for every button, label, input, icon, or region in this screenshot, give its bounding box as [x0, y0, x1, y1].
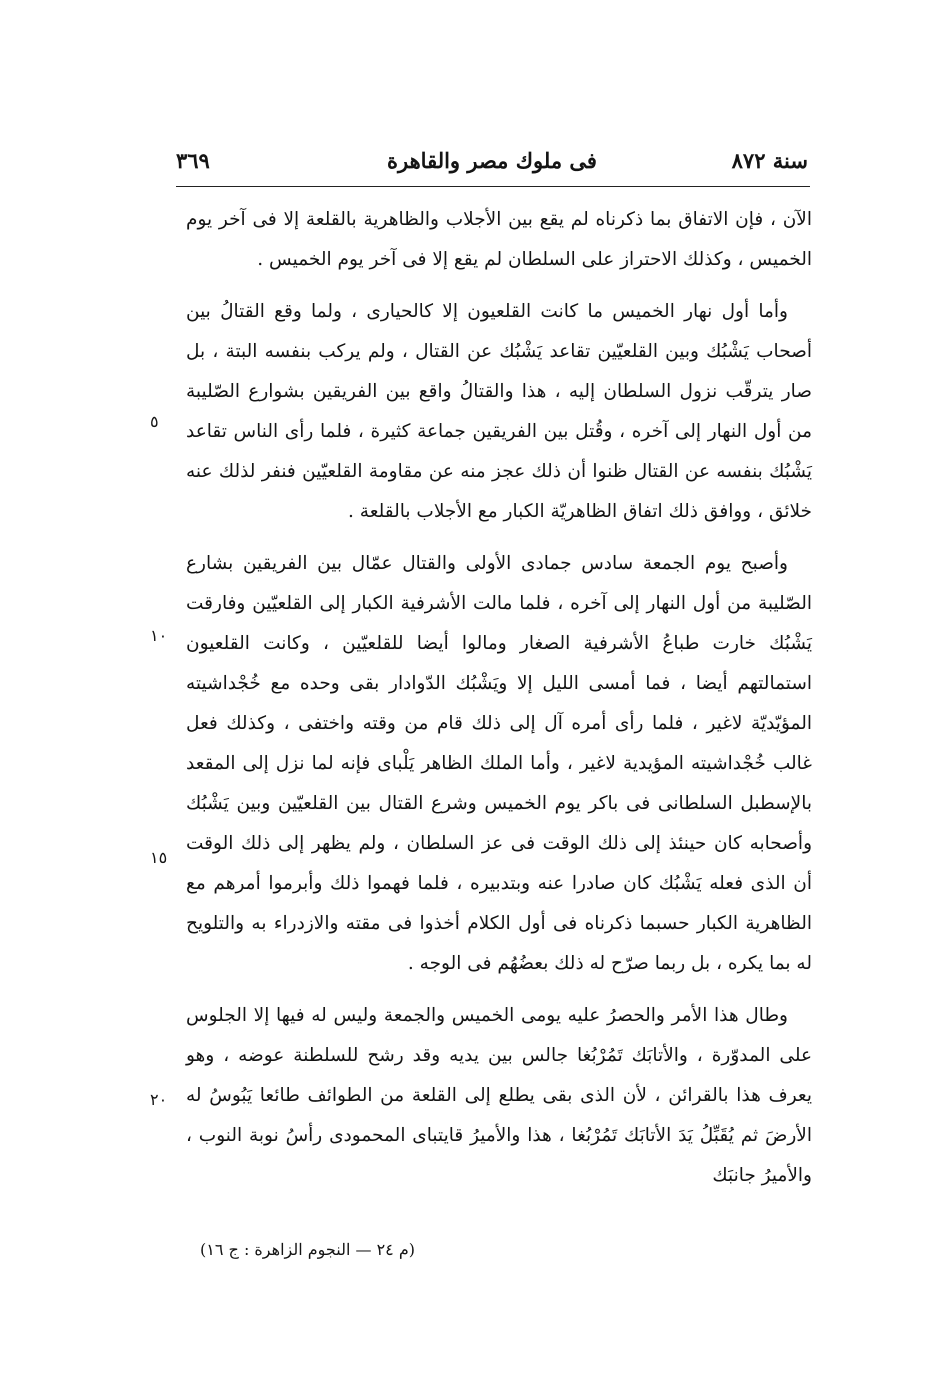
- paragraph: وأصبح يوم الجمعة سادس جمادى الأولى والقتال عمّال بين الفريقين بشارع الصّليبة من أول النهار إلى آخره ، فلما مالت الأشرفية الكبار إلى القلعيّين وفارقت يَشْبُك خارت طباعُ الأشرفية الصغار ومالوا أيضا للقلعيّين ، وكانت القلعيون استمالتهم أيضا ، فما أمسى الليل إلا ويَشْبُك الدّوادار بقى وحده مع خُجْداشيته المؤيّديّة لاغير ، فلما رأى أمره آل إلى ذلك قام من وقته واختفى ، وكذلك فعل غالب خُجْداشيته المؤيدية لاغير ، وأما الملك الظاهر يَلْباى فإنه لما نزل إلى المقعد بالإسطبل السلطانى فى باكر يوم الخميس وشرع القتال بين القلعيّين وبين يَشْبُك وأصحابه كان حينئذ إلى ذلك الوقت فى عز السلطان ، ولم يظهر إلى ذلك الوقت أن الذى فعله يَشْبُك كان صادرا عنه وبتدبيره ، فلما فهموا ذلك وأبرموا أمرهم مع الظاهرية الكبار حسبما ذكرناه فى أول الكلام أخذوا فى مقته والازدراء به والتلويح له بما يكره ، بل ربما صرّح له ذلك بعضُهُم فى الوجه .: [186, 553, 812, 974]
- body-text: [186, 200, 812, 1196]
- paragraph: وطال هذا الأمر والحصرُ عليه يومى الخميس والجمعة وليس له فيها إلا الجلوس على المدوّرة ، والأتابَك تَمُرْبُغا جالس بين يديه وقد رشح للسلطنة عوضه ، وهو يعرف هذا بالقرائن ، لأن الذى بقى يطلع إلى القلعة من الطوائف طائعا يَبُوسُ له الأرضَ ثم يُقَبِّلُ يَدَ الأتابَك تَمُرْبُغا ، هذا والأميرُ قايتباى المحمودى رأسُ نوبة النوب ، والأميرُ جانبَك: [186, 1005, 812, 1186]
- line-number: ٢٠: [150, 1090, 168, 1109]
- line-number: ٥: [150, 412, 159, 431]
- paragraph: الآن ، فإن الاتفاق بما ذكرناه لم يقع بين الأجلاب والظاهرية بالقلعة إلا فى آخر يوم الخميس ، وكذلك الاحتراز على السلطان لم يقع إلا فى آخر يوم الخميس .: [186, 209, 812, 270]
- line-number: ١٥: [150, 848, 168, 867]
- year-label: سنة ٨٧٢: [731, 148, 808, 173]
- footnote-signature: (م ٢٤ — النجوم الزاهرة : ج ١٦): [200, 1240, 415, 1259]
- line-number: ١٠: [150, 626, 168, 645]
- page-number: ٣٦٩: [176, 148, 210, 173]
- header-rule: [176, 186, 810, 187]
- running-header: [176, 148, 808, 184]
- paragraph: وأما أول نهار الخميس ما كانت القلعيون إلا كالحيارى ، ولما وقع القتالُ بين أصحاب يَشْبُك وبين القلعيّين تقاعد يَشْبُك عن القتال ، ولم يركب بنفسه البتة ، بل صار يترقّب نزول السلطان إليه ، هذا والقتالُ واقع بين الفريقين بشوارع الصّليبة من أول النهار إلى آخره ، وقُتل بين الفريقين جماعة كثيرة ، فلما رأى الناس تقاعد يَشْبُك بنفسه عن القتال ظنوا أن ذلك عجز منه عن مقاومة القلعيّين فنفر لذلك عنه خلائق ، ووافق ذلك اتفاق الظاهريّة الكبار مع الأجلاب بالقلعة .: [186, 301, 812, 522]
- running-title: فى ملوك مصر والقاهرة: [387, 148, 597, 173]
